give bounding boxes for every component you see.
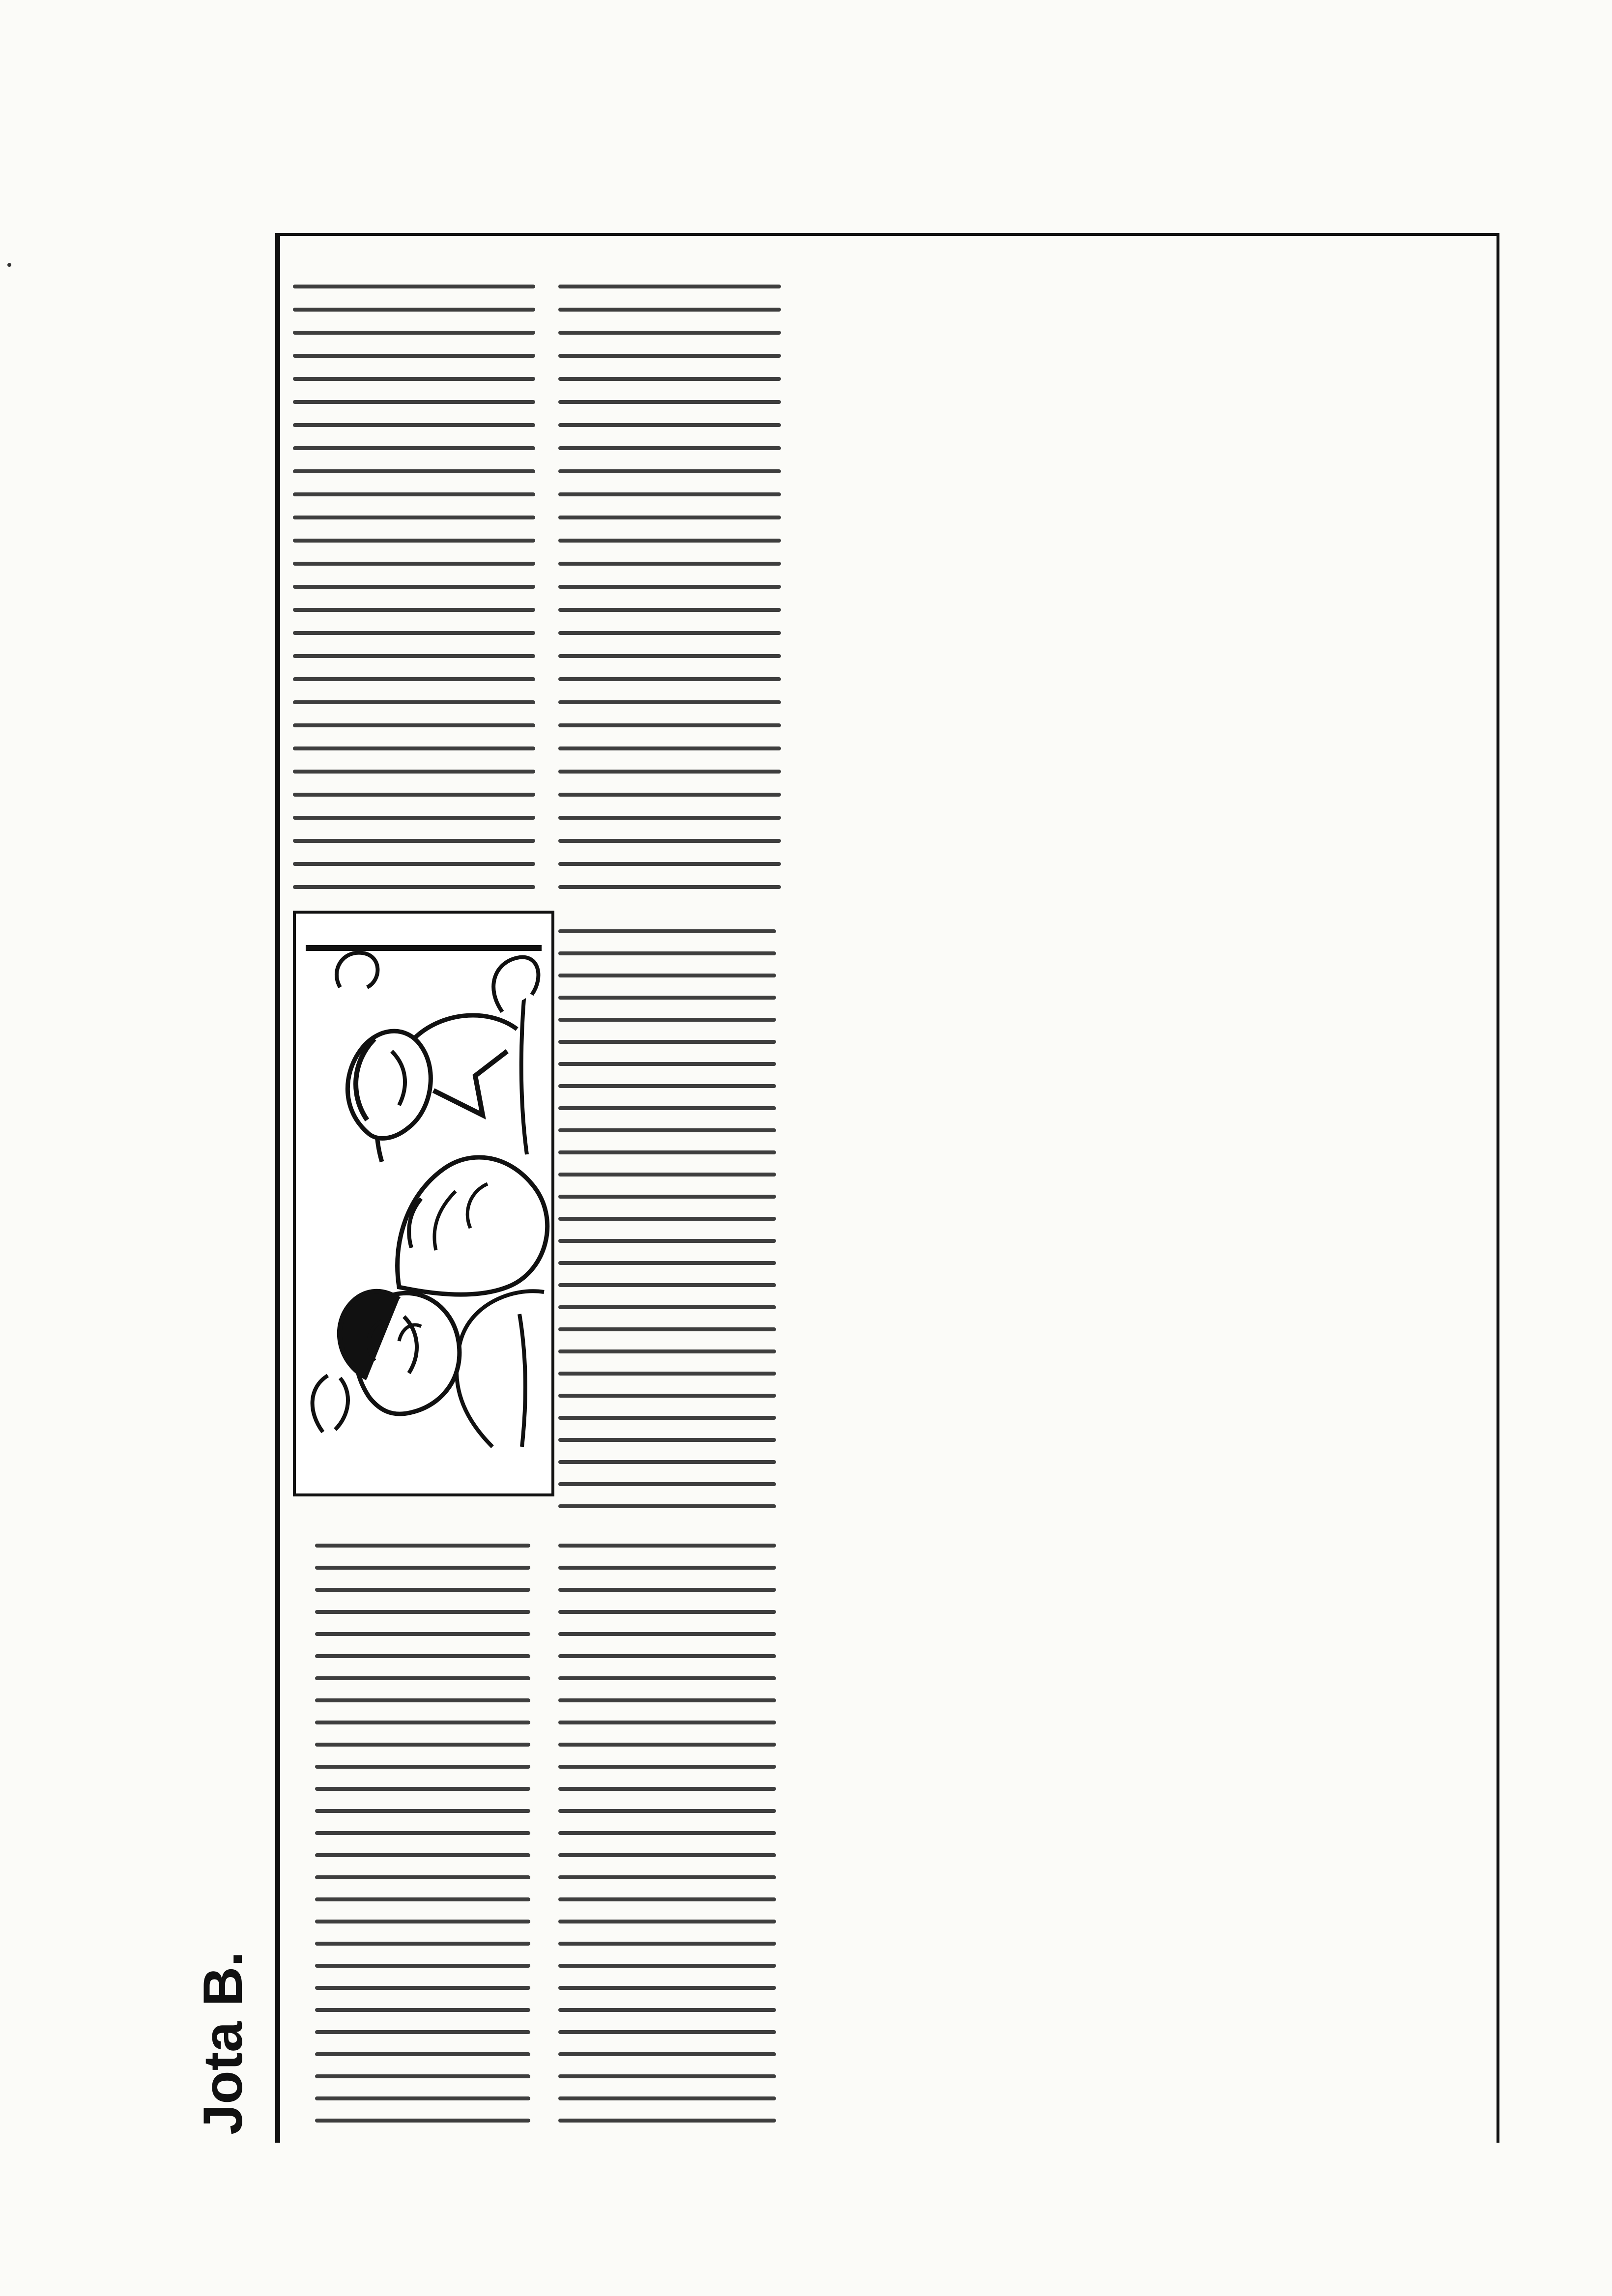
article-column-1 — [307, 1523, 536, 2133]
caricature-drawing — [296, 914, 551, 1493]
article-right-frame-line — [275, 233, 1497, 236]
column-3-text-lines — [550, 904, 781, 1519]
scan-speck — [7, 263, 11, 267]
article-column-4 — [550, 251, 786, 899]
caricature-illustration — [293, 911, 554, 1496]
column-1-text-lines — [307, 1523, 536, 2133]
author-byline: Jota B. — [192, 1951, 254, 2135]
rotated-article-spread — [157, 138, 1460, 2143]
article-column-5 — [285, 251, 541, 899]
article-column-2 — [550, 1523, 781, 2133]
column-5-text-lines — [285, 251, 541, 899]
column-4-text-lines — [550, 251, 786, 899]
header-rule — [275, 236, 280, 2143]
column-2-text-lines — [550, 1523, 781, 2133]
article-column-3 — [550, 904, 781, 1519]
article-top-frame-line — [1497, 233, 1499, 2143]
